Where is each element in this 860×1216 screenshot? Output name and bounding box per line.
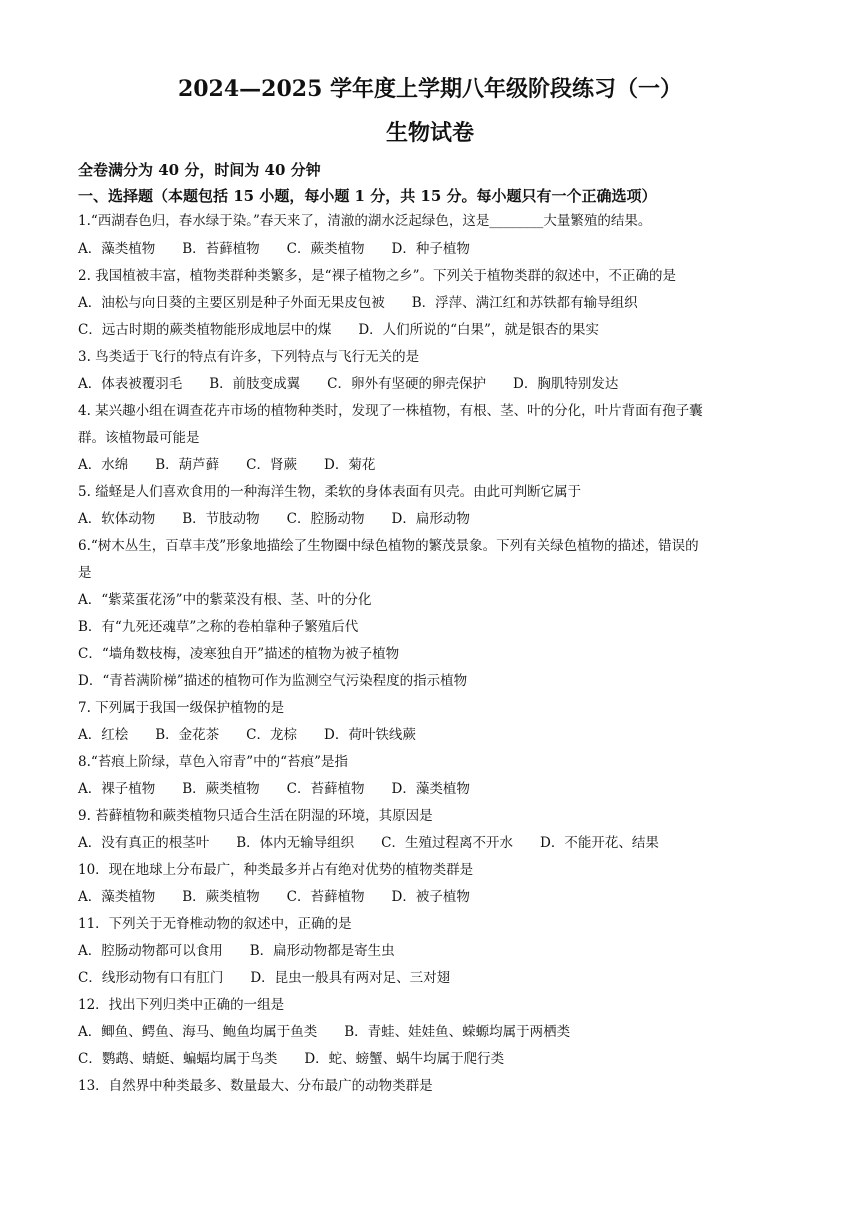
options-line: C．“墙角数枝梅，凌寒独自开”描述的植物为被子植物	[78, 646, 400, 662]
options-line: A．藻类植物 B．蕨类植物 C．苔藓植物 D．被子植物	[78, 889, 470, 905]
options-line: C．远古时期的蕨类植物能形成地层中的煤 D．人们所说的“白果”，就是银杏的果实	[78, 322, 599, 338]
question-line: 13．自然界中种类最多、数量最大、分布最广的动物类群是	[78, 1078, 433, 1094]
options-line: D．“青苔满阶梯”描述的植物可作为监测空气污染程度的指示植物	[78, 673, 468, 689]
question-line: 4. 某兴趣小组在调查花卉市场的植物种类时，发现了一株植物，有根、茎、叶的分化，叶片背面有孢子囊	[78, 403, 703, 419]
question-line: 12．找出下列归类中正确的一组是	[78, 997, 285, 1013]
exam-title: 2024—2025 学年度上学期八年级阶段练习（一）	[177, 76, 683, 102]
options-line: A．裸子植物 B．蕨类植物 C．苔藓植物 D．藻类植物	[78, 781, 470, 797]
question-line: 2. 我国植被丰富，植物类群种类繁多，是“裸子植物之乡”。下列关于植物类群的叙述中，不正确的是	[78, 268, 676, 284]
options-line: A．腔肠动物都可以食用 B．扁形动物都是寄生虫	[78, 943, 395, 959]
options-line: A．没有真正的根茎叶 B．体内无输导组织 C．生殖过程离不开水 D．不能开花、结果	[78, 835, 659, 851]
section-heading: 一、选择题（本题包括 15 小题，每小题 1 分，共 15 分。每小题只有一个正确选项）	[78, 187, 657, 205]
options-line: B．有“九死还魂草”之称的卷柏靠种子繁殖后代	[78, 619, 359, 635]
question-line: 11．下列关于无脊椎动物的叙述中，正确的是	[78, 916, 352, 932]
options-line: A．“紫菜蛋花汤”中的紫菜没有根、茎、叶的分化	[78, 592, 372, 608]
question-line: 10．现在地球上分布最广，种类最多并占有绝对优势的植物类群是	[78, 862, 474, 878]
exam-info: 全卷满分为 40 分，时间为 40 分钟	[78, 161, 321, 179]
options-line: A．鲫鱼、鳄鱼、海马、鲍鱼均属于鱼类 B．青蛙、娃娃鱼、蝾螈均属于两栖类	[78, 1024, 571, 1040]
question-line: 3. 鸟类适于飞行的特点有许多，下列特点与飞行无关的是	[78, 349, 420, 365]
question-line: 1.“西湖春色归，春水绿于染。”春天来了，清澈的湖水泛起绿色，这是________大量繁殖的结果。	[78, 213, 652, 229]
question-line: 5. 缢蛏是人们喜欢食用的一种海洋生物，柔软的身体表面有贝壳。由此可判断它属于	[78, 484, 582, 500]
question-line: 群。该植物最可能是	[78, 430, 200, 446]
question-line: 7. 下列属于我国一级保护植物的是	[78, 700, 285, 716]
options-line: A．藻类植物 B．苔藓植物 C．蕨类植物 D．种子植物	[78, 241, 470, 257]
question-line: 是	[78, 565, 92, 581]
options-line: A．软体动物 B．节肢动物 C．腔肠动物 D．扁形动物	[78, 511, 470, 527]
options-line: A．油松与向日葵的主要区别是种子外面无果皮包被 B．浮萍、满江红和苏铁都有输导组织	[78, 295, 638, 311]
options-line: A．红桧 B．金花茶 C．龙棕 D．荷叶铁线蕨	[78, 727, 416, 743]
options-line: A．水绵 B．葫芦藓 C．肾蕨 D．菊花	[78, 457, 376, 473]
question-line: 6.“树木丛生，百草丰茂”形象地描绘了生物圈中绿色植物的繁茂景象。下列有关绿色植物的描述，错误的	[78, 538, 699, 554]
exam-subtitle: 生物试卷	[385, 120, 474, 146]
question-line: 9. 苔藓植物和蕨类植物只适合生活在阴湿的环境，其原因是	[78, 808, 433, 824]
options-line: C．鹦鹉、蜻蜓、蝙蝠均属于鸟类 D．蛇、螃蟹、蜗牛均属于爬行类	[78, 1051, 505, 1067]
options-line: A．体表被覆羽毛 B．前肢变成翼 C．卵外有坚硬的卵壳保护 D．胸肌特别发达	[78, 376, 619, 392]
options-line: C．线形动物有口有肛门 D．昆虫一般具有两对足、三对翅	[78, 970, 451, 986]
question-line: 8.“苔痕上阶绿，草色入帘青”中的“苔痕”是指	[78, 754, 348, 770]
